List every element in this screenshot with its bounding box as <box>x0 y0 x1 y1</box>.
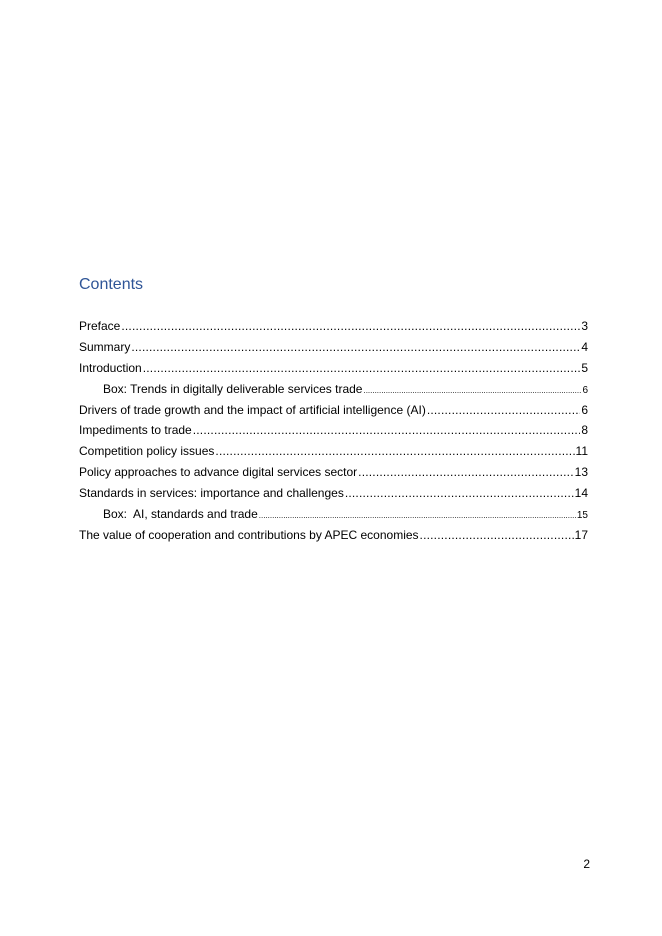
toc-page-number: 11 <box>575 444 588 459</box>
toc-entry-title: Drivers of trade growth and the impact of artificial intelligence (AI) <box>79 402 426 417</box>
toc-entry-policy-approaches[interactable] <box>79 464 588 480</box>
toc-entry-title: Summary <box>79 339 131 354</box>
toc-page-number: 13 <box>574 465 588 480</box>
toc-page-number: 4 <box>581 339 588 354</box>
toc-page-number: 6 <box>582 384 588 396</box>
toc-entry-title: Box: AI, standards and trade <box>103 507 258 522</box>
toc-dot-leader <box>427 402 580 418</box>
toc-dot-leader <box>363 383 581 397</box>
toc-dot-leader <box>193 422 581 438</box>
toc-dot-leader <box>345 485 574 501</box>
contents-heading: Contents <box>79 276 144 293</box>
toc-entry-title: Standards in services: importance and challenges <box>79 486 344 501</box>
toc-entry-box-trends[interactable] <box>79 381 588 397</box>
toc-page-number: 3 <box>581 319 588 333</box>
toc-entry-title: Introduction <box>79 360 142 375</box>
toc-dot-leader <box>259 508 576 522</box>
toc-entry-cooperation[interactable] <box>79 527 588 543</box>
toc-dot-leader <box>121 318 580 334</box>
page-number: 2 <box>583 857 590 871</box>
toc-entry-title: Box: Trends in digitally deliverable services trade <box>103 381 363 396</box>
toc-entry-box-ai-standards[interactable] <box>79 506 588 522</box>
toc-page-number: 17 <box>574 527 588 542</box>
toc-entry-summary[interactable] <box>79 339 588 355</box>
toc-dot-leader <box>143 360 581 376</box>
toc-page-number: 8 <box>581 423 588 438</box>
toc-page-number: 5 <box>581 360 588 375</box>
toc-entry-preface[interactable] <box>79 318 588 334</box>
toc-entry-title: Policy approaches to advance digital services sector <box>79 465 358 480</box>
toc-entry-introduction[interactable] <box>79 360 588 376</box>
toc-entry-competition[interactable] <box>79 443 588 459</box>
toc-page-number: 14 <box>574 486 588 501</box>
toc-entry-title: The value of cooperation and contributions by APEC economies <box>79 527 419 542</box>
toc-dot-leader <box>215 443 574 459</box>
table-of-contents <box>79 318 588 548</box>
toc-entry-drivers[interactable] <box>79 402 588 418</box>
toc-page-number: 6 <box>581 402 588 417</box>
toc-page-number: 15 <box>576 510 588 522</box>
toc-entry-impediments[interactable] <box>79 422 588 438</box>
toc-entry-title: Impediments to trade <box>79 423 192 438</box>
toc-entry-title: Competition policy issues <box>79 444 215 459</box>
toc-entry-standards[interactable] <box>79 485 588 501</box>
toc-entry-title: Preface <box>79 319 121 333</box>
toc-dot-leader <box>131 339 580 355</box>
toc-dot-leader <box>358 464 573 480</box>
toc-dot-leader <box>420 527 574 543</box>
